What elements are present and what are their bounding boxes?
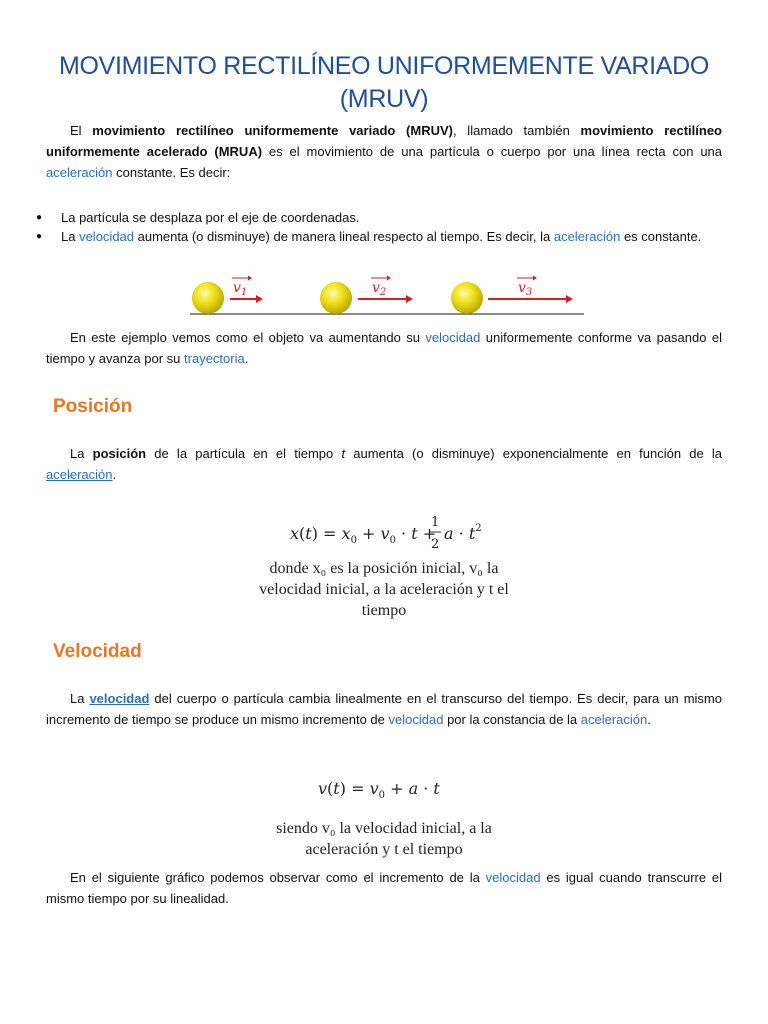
example-paragraph [46,327,722,369]
link-trayectoria[interactable]: trayectoria [184,351,245,366]
posicion-text-1: La [70,446,93,461]
bullet-text: La partícula se desplaza por el eje de coordenadas. [61,210,360,225]
grafico-text-2: es igual cuando transcurre el mismo tiempo por su linealidad. [46,870,722,906]
bullet-icon: ● [36,231,43,242]
velocidad-text-3: por la constancia de la [443,712,581,727]
example-text-1: En este ejemplo vemos como el objeto va aumentando su [70,330,426,345]
caption-line: velocidad inicial, a la aceleración y t el [259,581,509,598]
posicion-text-4: . [112,467,117,482]
intro-text-3: es el movimiento de una partícula o cuerpo por una línea recta con una [262,144,723,159]
list-item [36,208,722,227]
svg-text:2: 2 [431,537,440,552]
link-velocidad[interactable]: velocidad [388,712,444,727]
ball-1 [192,282,224,314]
bullet-text: aumenta (o disminuye) de manera lineal respecto al tiempo. Es decir, la [134,229,554,244]
arrow-head-icon [256,295,263,303]
bullet-icon: ● [36,212,43,223]
grafico-text-1: En el siguiente gráfico podemos observar como el incremento de la [70,870,486,885]
link-velocidad[interactable]: velocidad [79,229,135,244]
position-formula [0,510,768,563]
svg-text:a · t2: $a \cdot t^2$ [444,523,482,543]
position-caption [0,558,768,621]
bullet-list [36,208,722,246]
velocidad-text-1: La [70,691,90,706]
vector-arrow-icon [387,276,391,281]
bullet-text: es constante. [620,229,702,244]
ball-3 [451,282,483,314]
position-formula-svg [284,510,484,558]
caption-line: siendo v₀ la velocidad inicial, a la [276,820,492,837]
example-text-2: uniformemente conforme va pasando el tiempo y avanza por su [46,330,722,366]
motion-diagram [190,272,584,320]
link-aceleracion[interactable]: aceleración [553,229,621,244]
link-aceleracion[interactable]: aceleración [580,712,648,727]
caption-line: donde x₀ es la posición inicial, v₀ la [269,560,499,577]
posicion-italic-t: t [341,446,346,461]
velocity-formula [0,775,768,808]
posicion-bold: posición [92,446,147,461]
intro-text-1: El [70,123,93,138]
page-title: MOVIMIENTO RECTILÍNEO UNIFORMEMENTE VARIADO (MRUV) [58,52,710,113]
bullet-text: La [61,229,80,244]
intro-bold-mrua: movimiento rectilíneo uniformemente acelerado (MRUA) [46,123,722,159]
intro-paragraph [46,120,722,183]
svg-text:1: 1 [431,515,440,530]
link-velocidad[interactable]: velocidad [425,330,481,345]
link-velocidad[interactable]: velocidad [89,691,150,706]
velocity-formula-svg [314,775,454,803]
link-aceleracion[interactable]: aceleración [46,165,113,180]
velocity-caption [0,818,768,860]
link-aceleracion[interactable]: aceleración [46,467,113,482]
intro-text-2: , llamado también [452,123,581,138]
caption-line: tiempo [361,602,407,619]
caption-line: aceleración y t el tiempo [305,841,463,858]
arrow-head-icon [406,295,413,303]
velocidad-paragraph [46,688,722,730]
velocidad-text-2: del cuerpo o partícula cambia linealmente en el transcurso del tiempo. Es decir, para un mismo incremento de tiempo se produce un mismo incremento de [46,691,722,727]
posicion-text-3: aumenta (o disminuye) exponencialmente en función de la [345,446,723,461]
vector-arrow-icon [533,276,537,281]
heading-posicion: Posición [53,396,133,417]
grafico-paragraph [46,867,722,909]
vector-arrow-icon [248,276,252,281]
ball-2 [320,282,352,314]
list-item [36,227,722,246]
svg-text:x(t) = x0 + v0 · t +: $x(t) = x_0 + v_0 \cdot t$ + [290,524,437,546]
velocity-label-1: $v_1$ [233,280,248,298]
intro-bold-mruv: movimiento rectilíneo uniformemente variado (MRUV) [92,123,453,138]
link-velocidad[interactable]: velocidad [485,870,541,885]
heading-velocidad: Velocidad [53,641,142,662]
velocidad-text-4: . [647,712,651,727]
velocity-label-3: $v_3$ [518,280,533,298]
velocity-label-2: $v_2$ [372,280,387,298]
svg-text:v(t) = v0 + a · t: $v(t) = v_0 + a \cdot t$ [318,779,440,801]
arrow-head-icon [566,295,573,303]
example-text-3: . [244,351,249,366]
posicion-text-2: de la partícula en el tiempo [146,446,342,461]
posicion-paragraph [46,443,722,485]
intro-text-4: constante. Es decir: [112,165,231,180]
